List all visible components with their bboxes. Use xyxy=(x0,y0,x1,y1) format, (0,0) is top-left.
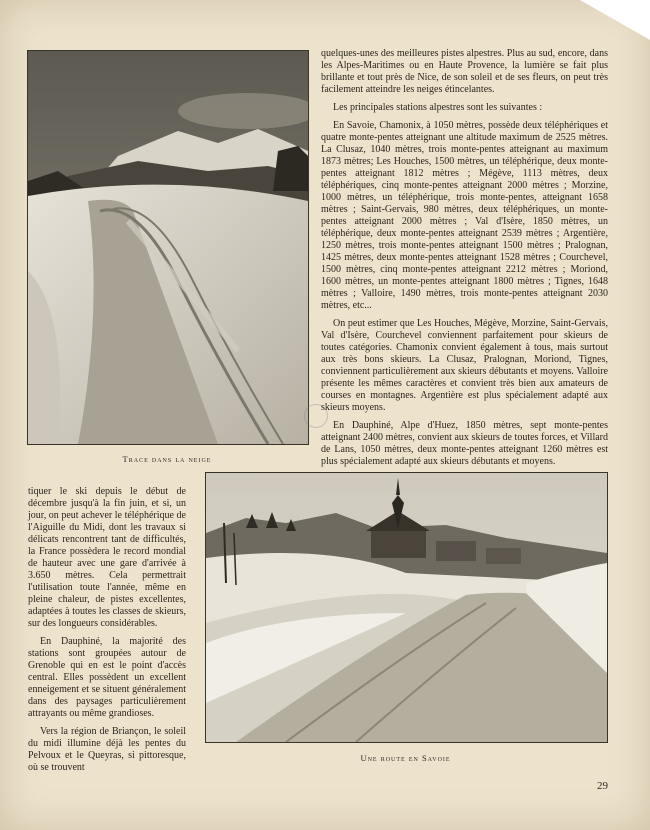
snow-trail-photo-icon xyxy=(28,51,308,444)
paragraph: En Savoie, Chamonix, à 1050 mètres, possède deux téléphériques et quatre monte-pentes atteignant une altitude maximum de 2525 mètres. La Clusaz, 1040 mètres, trois monte-pentes atteignant au maximum 1873 mètres; Les Houches, 1500 mètres, un téléphérique, deux monte-pentes atteignant 1812 mètres ; Mégève, 1113 mètres, deux téléphériques, cinq monte-pentes atteignant 2000 mètres ; Morzine, 1000 mètres, un téléphérique, trois monte-pentes, atteignant 1658 mètres ; Saint-Gervais, 980 mètres, deux téléphériques, un monte-pentes atteignant 2000 mètres ; Val d'Isère, 1850 mètres, un téléphérique, deux monte-pentes atteignant 2539 mètres ; Argentière, 1250 mètres, trois monte-pentes atteignant 1500 mètres ; Pralognan, 1425 mètres, deux monte-pentes atteignant 1528 mètres ; Courchevel, 1500 mètres, cinq monte-pentes atteignant 2212 mètres ; Moriond, 1600 mètres, un monte-pentes atteignant 1800 mètres ; Tignes, 1648 mètres ; Valloire, 1490 mètres, trois monte-pentes atteignant 2030 mètres, etc... xyxy=(321,120,608,311)
photo-caption: Une route en Savoie xyxy=(360,753,451,763)
paragraph: Les principales stations alpestres sont les suivantes : xyxy=(333,102,543,113)
folded-corner xyxy=(580,0,650,40)
paragraph: Vers la région de Briançon, le soleil du midi illumine déjà les pentes du Pelvoux et le Queyras, si pittoresque, où se trouvent xyxy=(28,726,186,773)
snowy-road-photo-icon xyxy=(206,473,607,742)
paragraph: En Dauphiné, Alpe d'Huez, 1850 mètres, sept monte-pentes atteignant 2400 mètres, convient aux skieurs de toutes forces, et Villard de Lans, 1050 mètres, deux monte-pentes atteignant 1260 mètres est plus spécialement adapté aux skieurs débutants et moyens. xyxy=(321,420,608,467)
photo-caption: Trace dans la neige xyxy=(122,454,212,464)
page-number: 29 xyxy=(597,780,608,792)
left-text-column xyxy=(28,486,186,780)
paragraph: En Dauphiné, la majorité des stations sont groupées autour de Grenoble qui en est le point d'accès central. Elles possèdent un excellent enneigement et se situent généralement dans des paysages particulièrement attrayants ou même grandioses. xyxy=(28,636,186,719)
photo-une-route-en-savoie xyxy=(205,472,608,743)
paragraph: quelques-unes des meilleures pistes alpestres. Plus au sud, encore, dans les Alpes-Maritimes ou en Haute Provence, la lumière se fait plus brillante et tout près de Nice, de son soleil et de ses fleurs, on peut très facilement atteindre les neiges étincelantes. xyxy=(321,48,608,95)
right-text-column xyxy=(321,48,608,474)
paragraph: On peut estimer que Les Houches, Mégève, Morzine, Saint-Gervais, Val d'Isère, Courchevel conviennent parfaitement pour skieurs de toutes catégories. Chamonix convient également à tous, mais surtout aux très bons skieurs. La Clusaz, Pralognan, Moriond, Tignes, conviennent particulièrement aux skieurs débutants et moyens. Valloire présente les mêmes caractères et convient très bien aux amateurs de courses en montagnes. Argentière est plus spécialement adapté aux skieurs moyens. xyxy=(321,318,608,413)
paragraph: tiquer le ski depuis le début de décembre jusqu'à la fin juin, et si, un jour, on peut achever le téléphérique de l'Aiguille du Midi, dont les travaux si délicats rencontrent tant de difficultés, la France possèdera le record mondial de hauteur avec une gare d'arrivée à 3.650 mètres. Cela permettrait l'utilisation toute l'année, même en pleine chaleur, de pistes excellentes, adaptées à toutes les classes de skieurs, sur des longueurs considérables. xyxy=(28,486,186,629)
library-stamp-icon xyxy=(304,404,328,428)
photo-trace-dans-la-neige xyxy=(27,50,309,445)
